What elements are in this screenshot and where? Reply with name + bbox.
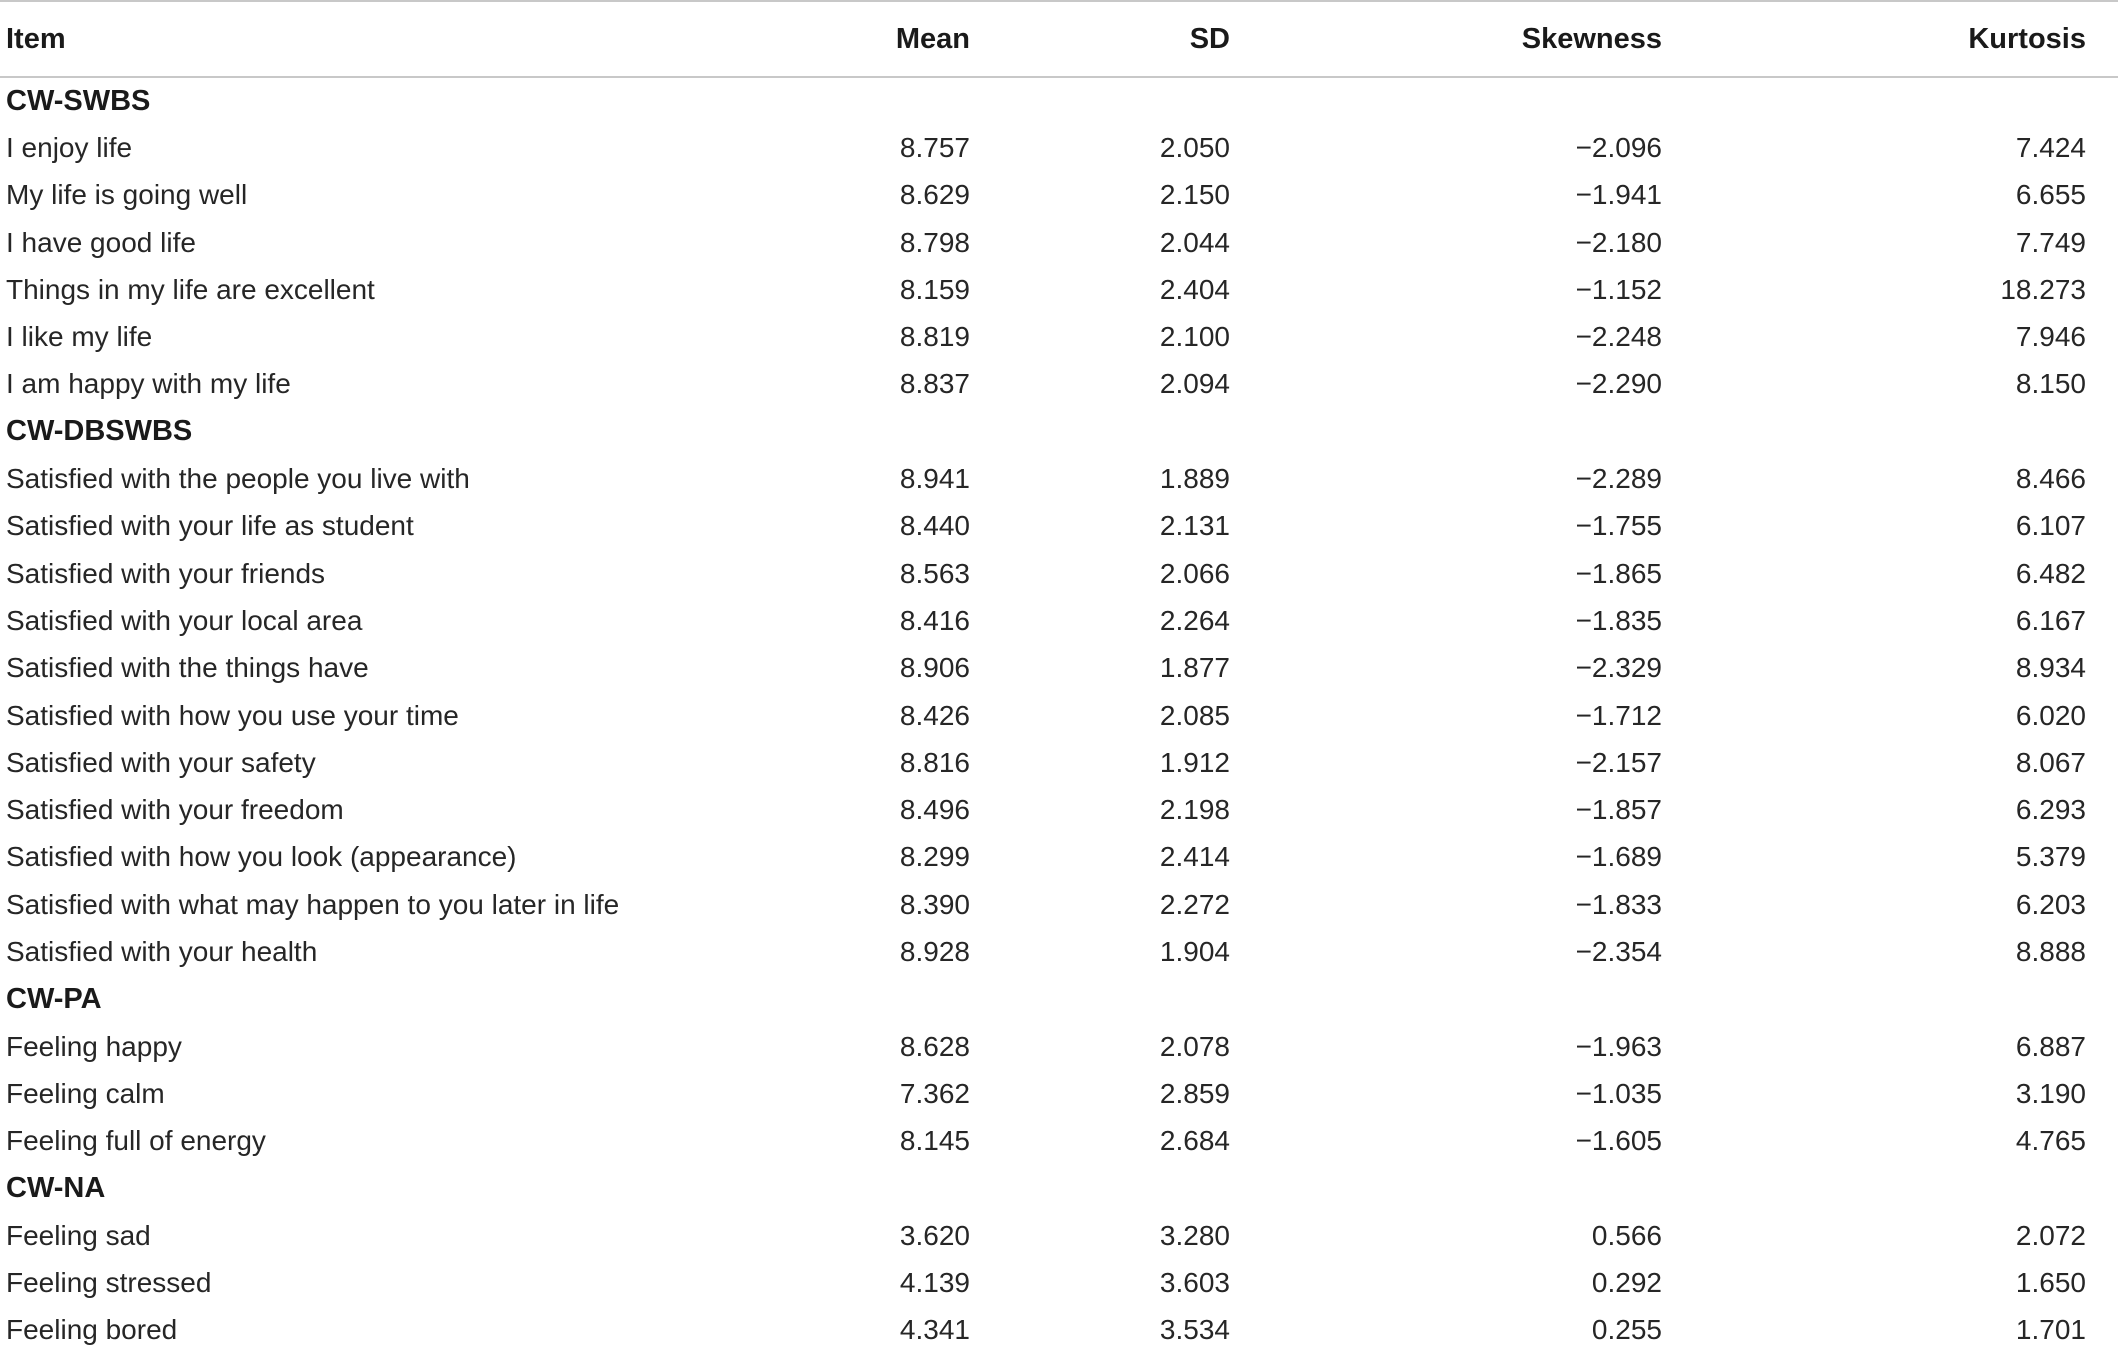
kurtosis-cell: 2.072 <box>2015 1219 2086 1251</box>
item-cell: I have good life <box>6 226 196 258</box>
item-cell: Satisfied with your life as student <box>6 510 414 542</box>
skewness-cell: −1.712 <box>1575 699 1662 731</box>
sd-cell: 2.078 <box>1159 1030 1230 1062</box>
sd-cell: 2.859 <box>1159 1077 1230 1109</box>
header-row <box>0 1 2118 77</box>
table-row <box>0 597 2118 644</box>
item-cell: Satisfied with what may happen to you later in life <box>6 888 620 920</box>
item-cell: Satisfied with your local area <box>6 604 363 636</box>
skewness-cell: 0.255 <box>1591 1314 1662 1346</box>
mean-cell: 8.496 <box>899 794 970 826</box>
sd-cell: 2.044 <box>1159 226 1230 258</box>
item-cell: I enjoy life <box>6 131 133 163</box>
item-cell: Feeling calm <box>6 1077 165 1109</box>
skewness-cell: −2.329 <box>1575 652 1662 684</box>
kurtosis-cell: 6.655 <box>2015 179 2086 211</box>
skewness-cell: −2.289 <box>1575 463 1662 495</box>
skewness-cell: −1.865 <box>1575 557 1662 589</box>
skewness-cell: −2.180 <box>1575 226 1662 258</box>
mean-cell: 8.798 <box>899 226 970 258</box>
item-cell: Satisfied with your freedom <box>6 794 344 826</box>
table-row <box>0 928 2118 975</box>
sd-cell: 3.603 <box>1159 1267 1230 1299</box>
sd-cell: 2.085 <box>1159 699 1230 731</box>
section-header-row <box>0 408 2118 455</box>
section-title: CW-SWBS <box>6 84 151 117</box>
mean-cell: 7.362 <box>899 1077 970 1109</box>
kurtosis-cell: 18.273 <box>2000 273 2086 305</box>
item-cell: Things in my life are excellent <box>6 273 375 305</box>
sd-cell: 1.904 <box>1159 935 1230 967</box>
sd-cell: 2.264 <box>1159 604 1230 636</box>
kurtosis-cell: 6.887 <box>2015 1030 2086 1062</box>
skewness-cell: −1.941 <box>1575 179 1662 211</box>
skewness-cell: −2.354 <box>1575 935 1662 967</box>
header-skewness: Skewness <box>1310 1 1690 77</box>
kurtosis-cell: 4.765 <box>2015 1125 2086 1157</box>
item-cell: Satisfied with the things have <box>6 652 369 684</box>
mean-cell: 4.341 <box>899 1314 970 1346</box>
sd-cell: 2.684 <box>1159 1125 1230 1157</box>
table-row <box>0 1259 2118 1306</box>
table-row <box>0 361 2118 408</box>
header-item: Item <box>0 1 640 77</box>
table-row <box>0 692 2118 739</box>
sd-cell: 2.272 <box>1159 888 1230 920</box>
table-row <box>0 219 2118 266</box>
table-row <box>0 172 2118 219</box>
skewness-cell: −2.157 <box>1575 746 1662 778</box>
sd-cell: 2.404 <box>1159 273 1230 305</box>
sd-cell: 2.066 <box>1159 557 1230 589</box>
table-row <box>0 124 2118 171</box>
section-header-row <box>0 976 2118 1023</box>
kurtosis-cell: 6.107 <box>2015 510 2086 542</box>
sd-cell: 2.150 <box>1159 179 1230 211</box>
kurtosis-cell: 8.067 <box>2015 746 2086 778</box>
section-header-row <box>0 77 2118 124</box>
sd-cell: 1.877 <box>1159 652 1230 684</box>
kurtosis-cell: 6.293 <box>2015 794 2086 826</box>
skewness-cell: −1.835 <box>1575 604 1662 636</box>
table-row <box>0 834 2118 881</box>
table-row <box>0 786 2118 833</box>
table-row <box>0 550 2118 597</box>
sd-cell: 2.414 <box>1159 841 1230 873</box>
sd-cell: 2.094 <box>1159 368 1230 400</box>
kurtosis-cell: 6.482 <box>2015 557 2086 589</box>
table-row <box>0 1070 2118 1117</box>
kurtosis-cell: 6.020 <box>2015 699 2086 731</box>
item-cell: Feeling bored <box>6 1314 178 1346</box>
item-cell: Satisfied with your friends <box>6 557 326 589</box>
mean-cell: 8.426 <box>899 699 970 731</box>
kurtosis-cell: 7.749 <box>2015 226 2086 258</box>
item-cell: Feeling sad <box>6 1219 151 1251</box>
mean-cell: 8.837 <box>899 368 970 400</box>
item-cell: Satisfied with how you use your time <box>6 699 459 731</box>
item-cell: My life is going well <box>6 179 248 211</box>
mean-cell: 3.620 <box>899 1219 970 1251</box>
mean-cell: 8.299 <box>899 841 970 873</box>
kurtosis-cell: 1.650 <box>2015 1267 2086 1299</box>
header-mean: Mean <box>640 1 970 77</box>
kurtosis-cell: 3.190 <box>2015 1077 2086 1109</box>
table-row <box>0 266 2118 313</box>
table-row <box>0 455 2118 502</box>
mean-cell: 8.906 <box>899 652 970 684</box>
skewness-cell: −1.755 <box>1575 510 1662 542</box>
kurtosis-cell: 6.203 <box>2015 888 2086 920</box>
kurtosis-cell: 5.379 <box>2015 841 2086 873</box>
kurtosis-cell: 7.424 <box>2015 131 2086 163</box>
item-cell: Feeling happy <box>6 1030 182 1062</box>
mean-cell: 8.629 <box>899 179 970 211</box>
mean-cell: 8.390 <box>899 888 970 920</box>
skewness-cell: −2.290 <box>1575 368 1662 400</box>
table-row <box>0 1023 2118 1070</box>
mean-cell: 8.440 <box>899 510 970 542</box>
section-title: CW-PA <box>6 982 102 1015</box>
item-cell: I am happy with my life <box>6 368 291 400</box>
table-row <box>0 503 2118 550</box>
sd-cell: 2.050 <box>1159 131 1230 163</box>
item-cell: Satisfied with your health <box>6 935 318 967</box>
section-title: CW-NA <box>6 1171 106 1204</box>
table-row <box>0 645 2118 692</box>
sd-cell: 3.280 <box>1159 1219 1230 1251</box>
table-row <box>0 313 2118 360</box>
kurtosis-cell: 7.946 <box>2015 321 2086 353</box>
skewness-cell: −1.605 <box>1575 1125 1662 1157</box>
table-row <box>0 739 2118 786</box>
mean-cell: 8.819 <box>899 321 970 353</box>
table-row <box>0 1212 2118 1259</box>
mean-cell: 8.563 <box>899 557 970 589</box>
mean-cell: 8.628 <box>899 1030 970 1062</box>
sd-cell: 1.912 <box>1159 746 1230 778</box>
skewness-cell: 0.292 <box>1591 1267 1662 1299</box>
item-cell: I like my life <box>6 321 153 353</box>
skewness-cell: −2.096 <box>1575 131 1662 163</box>
skewness-cell: −1.152 <box>1575 273 1662 305</box>
mean-cell: 8.816 <box>899 746 970 778</box>
table-row <box>0 881 2118 928</box>
mean-cell: 8.928 <box>899 935 970 967</box>
kurtosis-cell: 8.934 <box>2015 652 2086 684</box>
item-cell: Satisfied with the people you live with <box>6 463 470 495</box>
table-row <box>0 1307 2118 1354</box>
item-cell: Feeling full of energy <box>6 1125 266 1157</box>
mean-cell: 8.757 <box>899 131 970 163</box>
item-cell: Feeling stressed <box>6 1267 212 1299</box>
kurtosis-cell: 6.167 <box>2015 604 2086 636</box>
skewness-cell: −2.248 <box>1575 321 1662 353</box>
kurtosis-cell: 8.466 <box>2015 463 2086 495</box>
mean-cell: 8.145 <box>899 1125 970 1157</box>
skewness-cell: 0.566 <box>1591 1219 1662 1251</box>
sd-cell: 2.131 <box>1159 510 1230 542</box>
sd-cell: 3.534 <box>1159 1314 1230 1346</box>
sd-cell: 2.198 <box>1159 794 1230 826</box>
kurtosis-cell: 8.888 <box>2015 935 2086 967</box>
sd-cell: 2.100 <box>1159 321 1230 353</box>
table-body <box>0 77 2118 1354</box>
header-kurtosis: Kurtosis <box>1690 1 2118 77</box>
skewness-cell: −1.689 <box>1575 841 1662 873</box>
mean-cell: 4.139 <box>899 1267 970 1299</box>
kurtosis-cell: 8.150 <box>2015 368 2086 400</box>
skewness-cell: −1.857 <box>1575 794 1662 826</box>
item-cell: Satisfied with your safety <box>6 746 316 778</box>
kurtosis-cell: 1.701 <box>2015 1314 2086 1346</box>
sd-cell: 1.889 <box>1159 463 1230 495</box>
table-row <box>0 1118 2118 1165</box>
mean-cell: 8.941 <box>899 463 970 495</box>
mean-cell: 8.159 <box>899 273 970 305</box>
skewness-cell: −1.035 <box>1575 1077 1662 1109</box>
header-sd: SD <box>970 1 1310 77</box>
skewness-cell: −1.963 <box>1575 1030 1662 1062</box>
section-title: CW-DBSWBS <box>6 415 193 448</box>
section-header-row <box>0 1165 2118 1212</box>
item-cell: Satisfied with how you look (appearance) <box>6 841 517 873</box>
mean-cell: 8.416 <box>899 604 970 636</box>
skewness-cell: −1.833 <box>1575 888 1662 920</box>
